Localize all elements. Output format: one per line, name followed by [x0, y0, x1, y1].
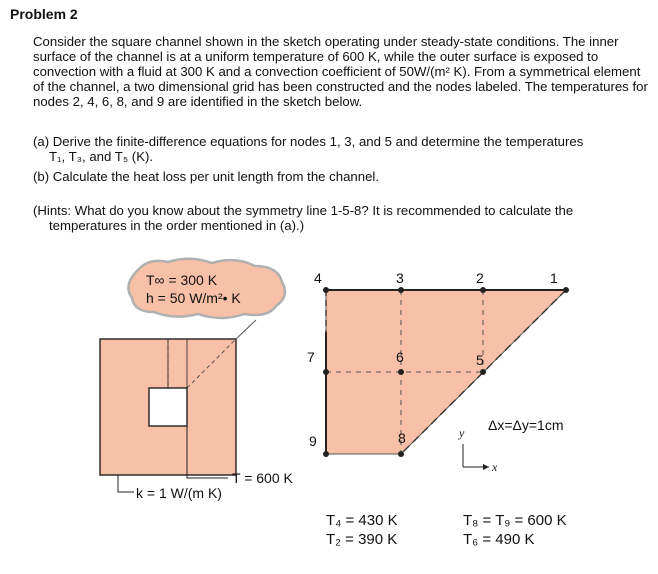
given-t6: T₆ = 490 K: [463, 531, 535, 548]
node-5: [480, 369, 486, 375]
node-4: [323, 287, 329, 293]
node-label-4: 4: [314, 270, 322, 286]
problem-title: Problem 2: [10, 6, 78, 22]
node-7: [323, 369, 329, 375]
hints-line1: (Hints: What do you know about the symmetry line 1-5-8? It is recommended to calculate the: [33, 203, 574, 218]
inner-temp-label: T = 600 K: [232, 470, 293, 486]
node-6: [398, 369, 404, 375]
given-t2: T₂ = 390 K: [326, 531, 398, 548]
node-label-6: 6: [396, 349, 404, 365]
part-b: (b) Calculate the heat loss per unit length from the channel.: [33, 169, 380, 184]
node-label-9: 9: [309, 433, 317, 449]
conductivity-label: k = 1 W/(m K): [136, 485, 222, 501]
node-label-8: 8: [398, 430, 406, 446]
fluid-temp-label: T∞ = 300 K: [146, 272, 218, 288]
node-label-7: 7: [307, 349, 315, 365]
node-2: [480, 287, 486, 293]
spacing-label: Δx=Δy=1cm: [488, 417, 564, 433]
part-a-line1: (a) Derive the finite-difference equations for nodes 1, 3, and 5 and determine the temperatures: [33, 134, 584, 149]
conductivity-leader: [118, 475, 134, 492]
conv-coeff-label: h = 50 W/m²• K: [146, 290, 241, 306]
node-9: [323, 451, 329, 457]
node-label-5: 5: [476, 352, 484, 368]
fluid-cloud: [128, 259, 284, 318]
node-8: [398, 451, 404, 457]
axis-x-arrow: [483, 464, 489, 470]
node-3: [398, 287, 404, 293]
given-t4: T₄ = 430 K: [326, 512, 398, 529]
axis-y-label: y: [459, 426, 465, 440]
problem-statement: Consider the square channel shown in the sketch operating under steady-state conditions. The inner surface of the channel is at a uniform temperature of 600 K, while the outer surface is exposed to convection with a fluid at 300 K and a convection coefficient of 50W/(m² K). From a symmetrical element of the channel, a two dimensional grid has been constructed and the nodes labeled. The temperatures for nodes 2, 4, 6, 8, and 9 are identified in the sketch below.: [33, 34, 648, 109]
given-t8-t9: T₈ = T₉ = 600 K: [463, 512, 567, 529]
node-label-2: 2: [476, 270, 484, 286]
node-label-1: 1: [550, 270, 558, 286]
axis-x-label: x: [492, 460, 498, 474]
node-label-3: 3: [396, 270, 404, 286]
channel-inner: [149, 388, 187, 426]
node-1: [563, 287, 569, 293]
hints-line2: temperatures in the order mentioned in (a).): [49, 218, 305, 233]
detail-pointer: [236, 320, 256, 339]
part-a-line2: T₁, T₃, and T₅ (K).: [49, 149, 154, 164]
